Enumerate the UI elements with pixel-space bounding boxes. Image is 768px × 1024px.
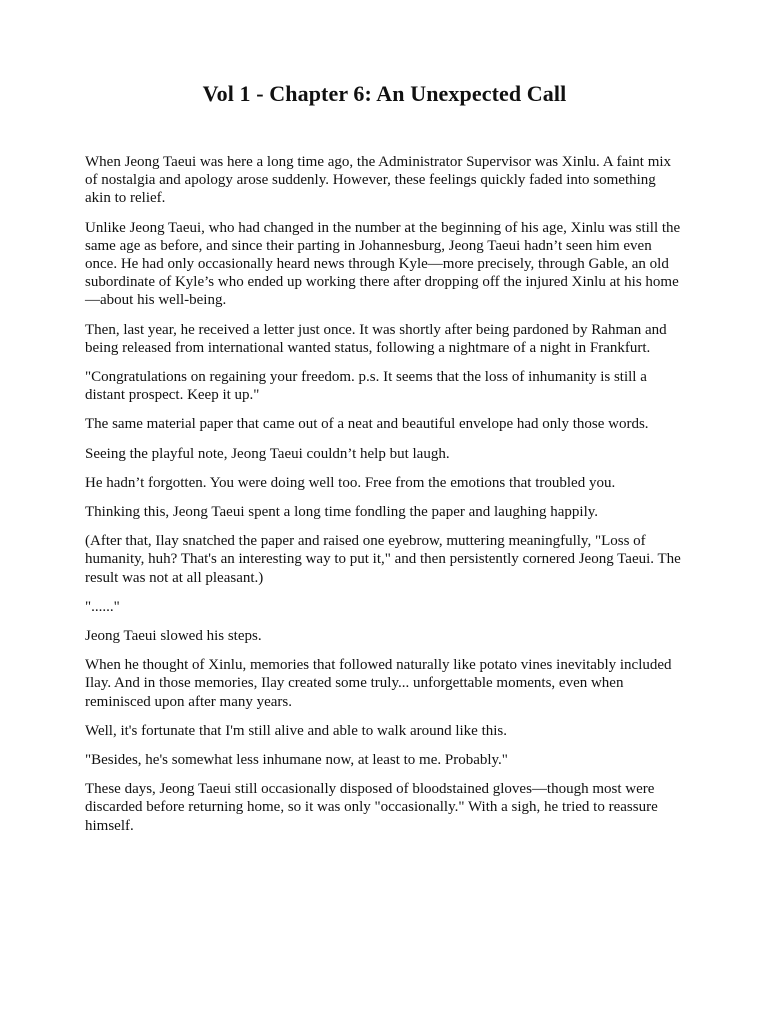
paragraph: (After that, Ilay snatched the paper and raised one eyebrow, muttering meaningfully, "Loss of humanity, huh? That's an interesting way to put it," and then persistently cornered Jeong Taeui. The result was not at all pleasant.) [85, 533, 681, 586]
paragraph: When he thought of Xinlu, memories that followed naturally like potato vines inevitably included Ilay. And in those memories, Ilay created some truly... unforgettable moments, even when reminisced upon after many years. [85, 657, 672, 710]
paragraph: The same material paper that came out of a neat and beautiful envelope had only those words. [85, 416, 649, 433]
paragraph: He hadn’t forgotten. You were doing well too. Free from the emotions that troubled you. [85, 474, 616, 491]
paragraph: Thinking this, Jeong Taeui spent a long time fondling the paper and laughing happily. [85, 504, 599, 521]
paragraph: Jeong Taeui slowed his steps. [85, 628, 262, 645]
paragraph: When Jeong Taeui was here a long time ago, the Administrator Supervisor was Xinlu. A faint mix of nostalgia and apology arose suddenly. However, these feelings quickly faded into something akin to relief. [85, 154, 672, 207]
paragraph: Seeing the playful note, Jeong Taeui couldn’t help but laugh. [85, 445, 450, 462]
paragraph: These days, Jeong Taeui still occasionally disposed of bloodstained gloves—though most were discarded before returning home, so it was only "occasionally." With a sigh, he tried to reassure himself. [85, 781, 658, 834]
paragraph: "Congratulations on regaining your freedom. p.s. It seems that the loss of inhumanity is still a distant prospect. Keep it up." [85, 369, 647, 404]
paragraph: Unlike Jeong Taeui, who had changed in the number at the beginning of his age, Xinlu was still the same age as before, and since their parting in Johannesburg, Jeong Taeui hadn’t seen him even once. He had only occasionally heard news through Kyle—more precisely, through Gable, an old subordinate of Kyle’s who ended up working there after dropping off the injured Xinlu at his home—about his well-being. [85, 219, 681, 309]
paragraph: "......" [85, 598, 120, 615]
chapter-body [85, 153, 684, 835]
paragraph: "Besides, he's somewhat less inhumane now, at least to me. Probably." [85, 752, 508, 769]
paragraph: Well, it's fortunate that I'm still alive and able to walk around like this. [85, 722, 508, 739]
paragraph: Then, last year, he received a letter just once. It was shortly after being pardoned by Rahman and being released from international wanted status, following a nightmare of a night in Frankfurt. [85, 321, 667, 356]
chapter-title: Vol 1 - Chapter 6: An Unexpected Call [202, 81, 567, 106]
